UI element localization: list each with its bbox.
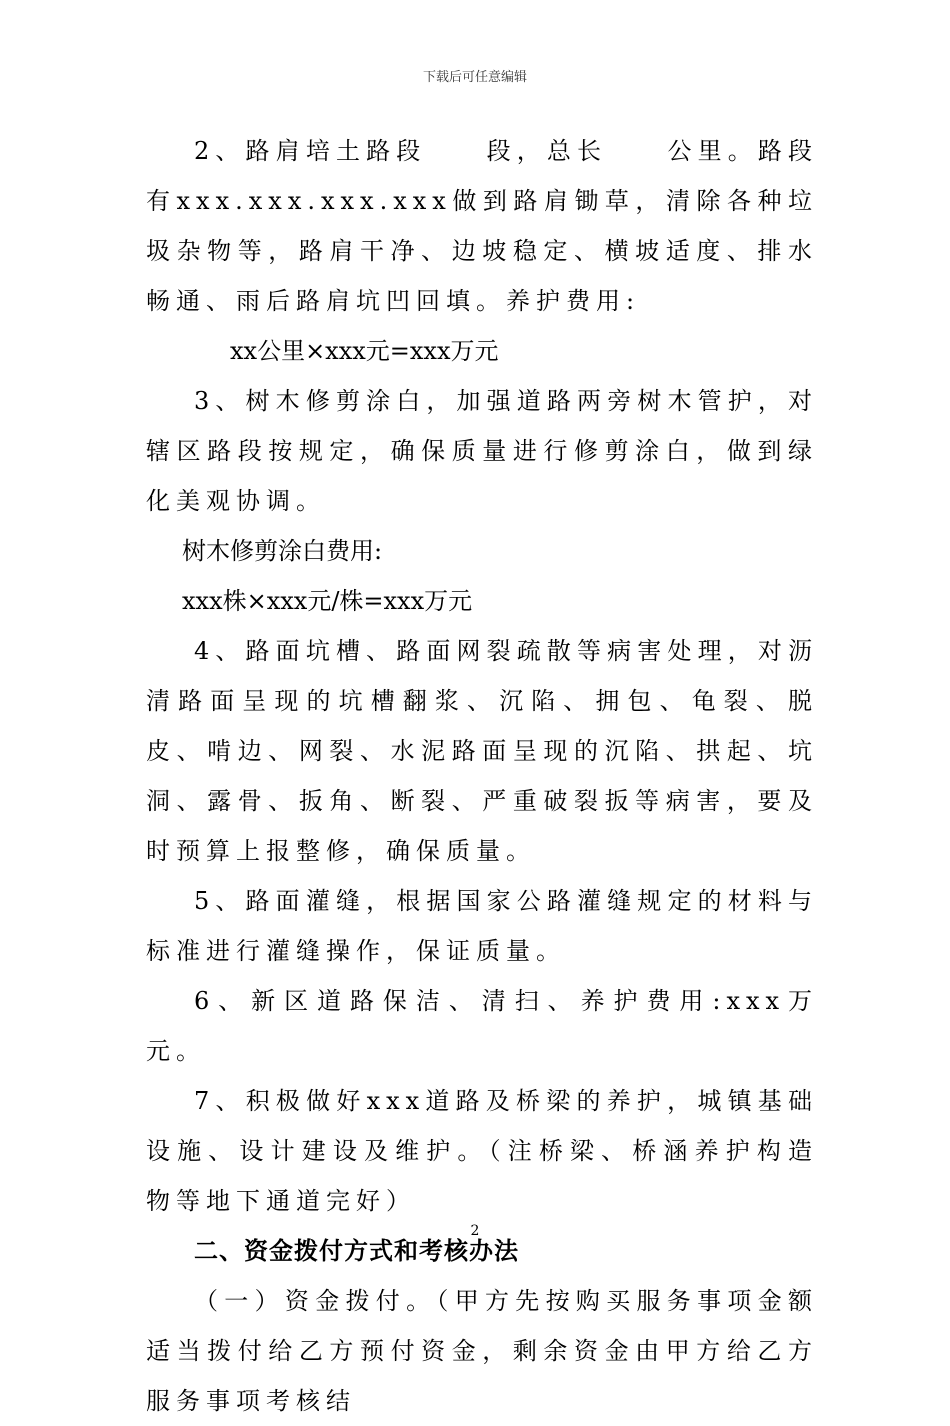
section-heading-funding: 二、资金拨付方式和考核办法 bbox=[194, 1237, 519, 1265]
page-number: 2 bbox=[470, 1223, 480, 1239]
formula-shoulder-cost: xx公里×xxx元=xxx万元 bbox=[230, 337, 499, 365]
paragraph-tree-trimming: 3、树木修剪涂白，加强道路两旁树木管护，对辖区路段按规定，确保质量进行修剪涂白，做到绿化美观协调。 bbox=[146, 387, 818, 515]
paragraph-pavement-repair: 4、路面坑槽、路面网裂疏散等病害处理，对沥清路面呈现的坑槽翻浆、沉陷、拥包、龟裂、脱皮、啃边、网裂、水泥路面呈现的沉陷、拱起、坑洞、露骨、扳角、断裂、严重破裂扳等病害，要及时预算上报整修，确保质量。 bbox=[146, 637, 818, 865]
paragraph-bridge-maintenance: 7、积极做好xxx道路及桥梁的养护，城镇基础设施、设计建设及维护。（注桥梁、桥涵养护构造物等地下通道完好） bbox=[146, 1087, 818, 1215]
paragraph-fund-allocation: （一）资金拨付。（甲方先按购买服务事项金额适当拨付给乙方预付资金，剩余资金由甲方给乙方服务事项考核结 bbox=[146, 1287, 818, 1415]
page-header: 下载后可任意编辑 bbox=[422, 70, 527, 85]
paragraph-road-shoulder: 2、路肩培土路段 段，总长 公里。路段有xxx.xxx.xxx.xxx做到路肩锄草，清除各种垃圾杂物等，路肩干净、边坡稳定、横坡适度、排水畅通、雨后路肩坑凹回填。养护费用: bbox=[146, 137, 818, 315]
paragraph-crack-sealing: 5、路面灌缝，根据国家公路灌缝规定的材料与标准进行灌缝操作，保证质量。 bbox=[146, 887, 818, 965]
paragraph-cleaning-cost: 6、新区道路保洁、清扫、养护费用:xxx万元。 bbox=[146, 987, 818, 1065]
label-tree-cost: 树木修剪涂白费用: bbox=[182, 537, 383, 565]
formula-tree-cost: xxx株×xxx元/株=xxx万元 bbox=[182, 587, 473, 615]
